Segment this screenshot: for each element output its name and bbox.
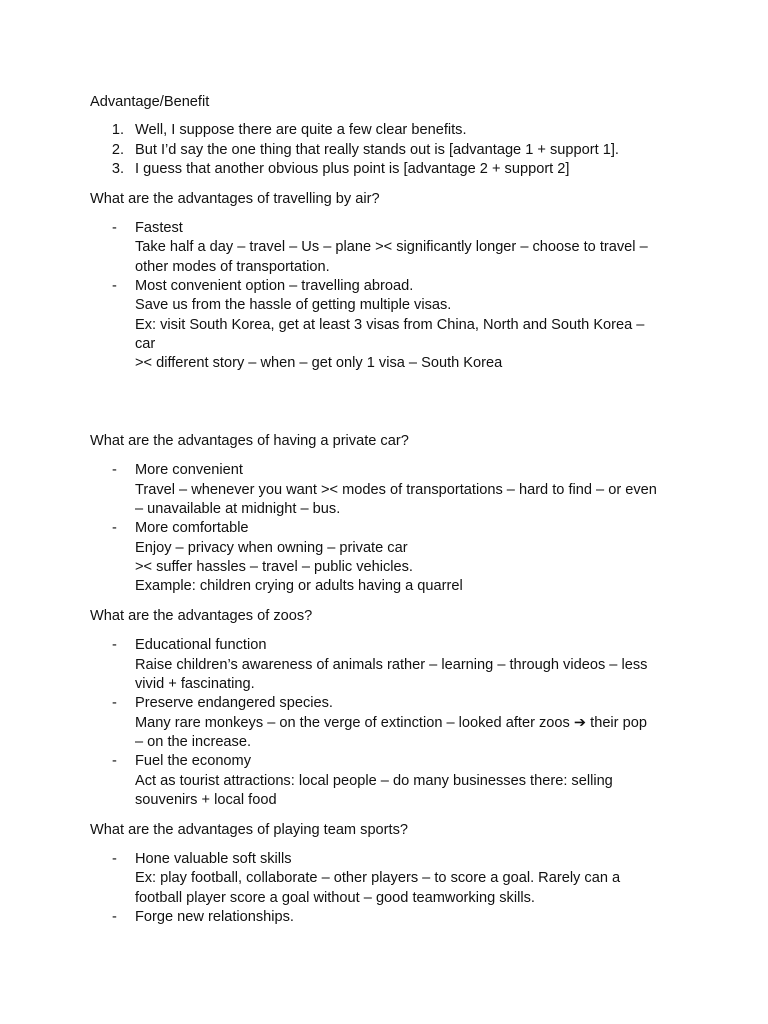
item-title: Educational function [135, 637, 267, 653]
list-number: 3. [111, 161, 124, 177]
item-line: >< different story – when – get only 1 visa – South Korea [135, 355, 503, 371]
item-title: Fuel the economy [135, 753, 252, 769]
bullet-dash: - [112, 695, 117, 711]
item-line: >< suffer hassles – travel – public vehicles. [135, 559, 413, 575]
item-line: – on the increase. [135, 734, 252, 750]
item-line: Raise children’s awareness of animals rather – learning – through videos – less [135, 657, 648, 673]
item-line: Save us from the hassle of getting multiple visas. [135, 297, 452, 313]
item-line: Ex: play football, collaborate – other players – to score a goal. Rarely can a [135, 870, 621, 886]
question-team-sports: What are the advantages of playing team sports? [90, 822, 409, 838]
phrase-2: But I’d say the one thing that really stands out is [advantage 1 + support 1]. [135, 142, 619, 158]
item-line: football player score a goal without – good teamworking skills. [135, 890, 535, 906]
phrase-1: Well, I suppose there are quite a few clear benefits. [135, 122, 467, 138]
item-line: vivid + fascinating. [135, 676, 255, 692]
bullet-dash: - [112, 753, 117, 769]
item-line: other modes of transportation. [135, 259, 330, 275]
item-title: Fastest [135, 220, 183, 236]
phrase-3: I guess that another obvious plus point is [advantage 2 + support 2] [135, 161, 570, 177]
item-line: Example: children crying or adults having a quarrel [135, 578, 463, 594]
item-title: Most convenient option – travelling abroad. [135, 278, 414, 294]
bullet-dash: - [112, 637, 117, 653]
item-title: Hone valuable soft skills [135, 851, 292, 867]
item-title: Preserve endangered species. [135, 695, 333, 711]
item-title: More convenient [135, 462, 243, 478]
item-line: Ex: visit South Korea, get at least 3 visas from China, North and South Korea – [135, 317, 645, 333]
bullet-dash: - [112, 278, 117, 294]
question-private-car: What are the advantages of having a private car? [90, 433, 409, 449]
bullet-dash: - [112, 520, 117, 536]
question-zoos: What are the advantages of zoos? [90, 608, 313, 624]
item-line: souvenirs + local food [135, 792, 277, 808]
list-number: 2. [111, 142, 124, 158]
item-line: Take half a day – travel – Us – plane >< significantly longer – choose to travel – [135, 239, 648, 255]
question-travel-by-air: What are the advantages of travelling by air? [90, 191, 380, 207]
list-number: 1. [111, 122, 124, 138]
item-title: More comfortable [135, 520, 249, 536]
bullet-dash: - [112, 851, 117, 867]
item-line: car [135, 336, 156, 352]
item-line: Act as tourist attractions: local people – do many businesses there: selling [135, 773, 613, 789]
item-line: – unavailable at midnight – bus. [135, 501, 341, 517]
item-title: Forge new relationships. [135, 909, 294, 925]
bullet-dash: - [112, 909, 117, 925]
item-line: Many rare monkeys – on the verge of extinction – looked after zoos ➔ their pop [135, 715, 647, 731]
bullet-dash: - [112, 220, 117, 236]
bullet-dash: - [112, 462, 117, 478]
item-line: Enjoy – privacy when owning – private car [135, 540, 408, 556]
item-line: Travel – whenever you want >< modes of transportations – hard to find – or even [135, 482, 657, 498]
heading: Advantage/Benefit [90, 94, 210, 110]
